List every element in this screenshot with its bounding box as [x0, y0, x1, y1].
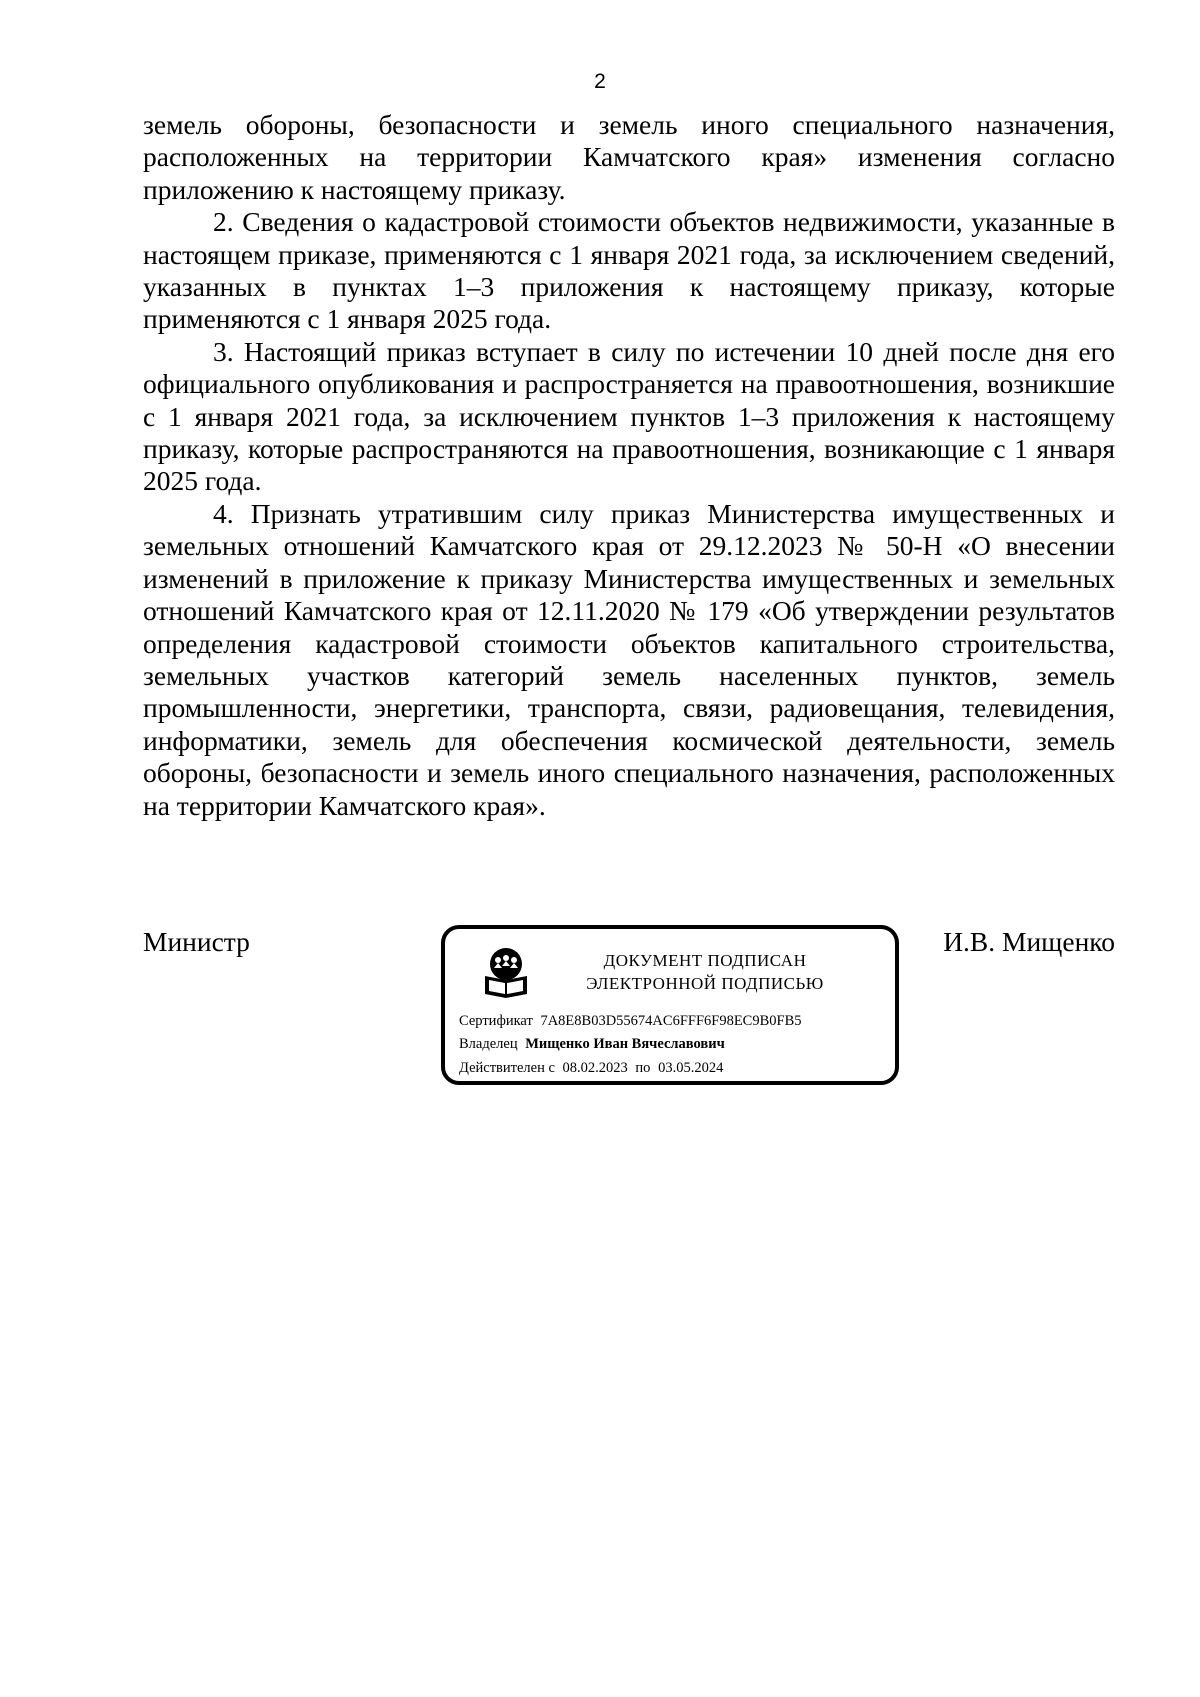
signatory-role: Министр — [143, 926, 250, 957]
valid-to-label: по — [635, 1060, 651, 1076]
stamp-title-line-2: ЭЛЕКТРОННОЙ ПОДПИСЬЮ — [586, 974, 824, 993]
document-body — [143, 109, 1115, 822]
stamp-title-line-1: ДОКУМЕНТ ПОДПИСАН — [603, 951, 807, 970]
paragraph-item-4: 4. Признать утратившим силу приказ Министерства имущественных и земельных отношений Камчатского края от 29.12.2023 № 50-Н «О внесении изменений в приложение к приказу Министерства имущественных и земельных отношений Камчатского края от 12.11.2020 № 179 «Об утверждении результатов определения кадастровой стоимости объектов капитального строительства, земельных участков категорий земель населенных пунктов, земель промышленности, энергетики, транспорта, связи, радиовещания, телевидения, информатики, земель для обеспечения космической деятельности, земель обороны, безопасности и земель иного специального назначения, расположенных на территории Камчатского края». — [143, 497, 1115, 821]
electronic-signature-stamp — [441, 925, 899, 1085]
paragraph-item-2: 2. Сведения о кадастровой стоимости объектов недвижимости, указанные в настоящем приказе, применяются с 1 января 2021 года, за исключением сведений, указанных в пунктах 1–3 приложения к настоящему приказу, которые применяются с 1 января 2025 года. — [143, 206, 1115, 335]
owner-value: Мищенко Иван Вячеславович — [525, 1036, 725, 1052]
page-number: 2 — [594, 70, 606, 93]
stamp-validity-row — [459, 1060, 723, 1077]
certificate-value: 7A8E8B03D55674AC6FFF6F98EC9B0FB5 — [540, 1013, 802, 1029]
stamp-title — [555, 949, 855, 995]
owner-label: Владелец — [459, 1036, 518, 1052]
valid-from-label: Действителен с — [459, 1060, 555, 1076]
paragraph-continuation: земель обороны, безопасности и земель иного специального назначения, расположенных на территории Камчатского края» изменения согласно приложению к настоящему приказу. — [143, 109, 1115, 205]
certificate-label: Сертификат — [459, 1013, 533, 1029]
valid-to-date: 03.05.2024 — [658, 1060, 724, 1076]
coat-of-arms-icon — [481, 946, 531, 1002]
signatory-name: И.В. Мищенко — [943, 926, 1115, 957]
paragraph-item-3: 3. Настоящий приказ вступает в силу по истечении 10 дней после дня его официального опубликования и распространяется на правоотношения, возникшие с 1 января 2021 года, за исключением пунктов 1–3 приложения к настоящему приказу, которые распространяются на правоотношения, возникающие с 1 января 2025 года. — [143, 335, 1115, 497]
stamp-owner-row — [459, 1036, 725, 1053]
valid-from-date: 08.02.2023 — [562, 1060, 628, 1076]
stamp-certificate-row — [459, 1013, 802, 1030]
